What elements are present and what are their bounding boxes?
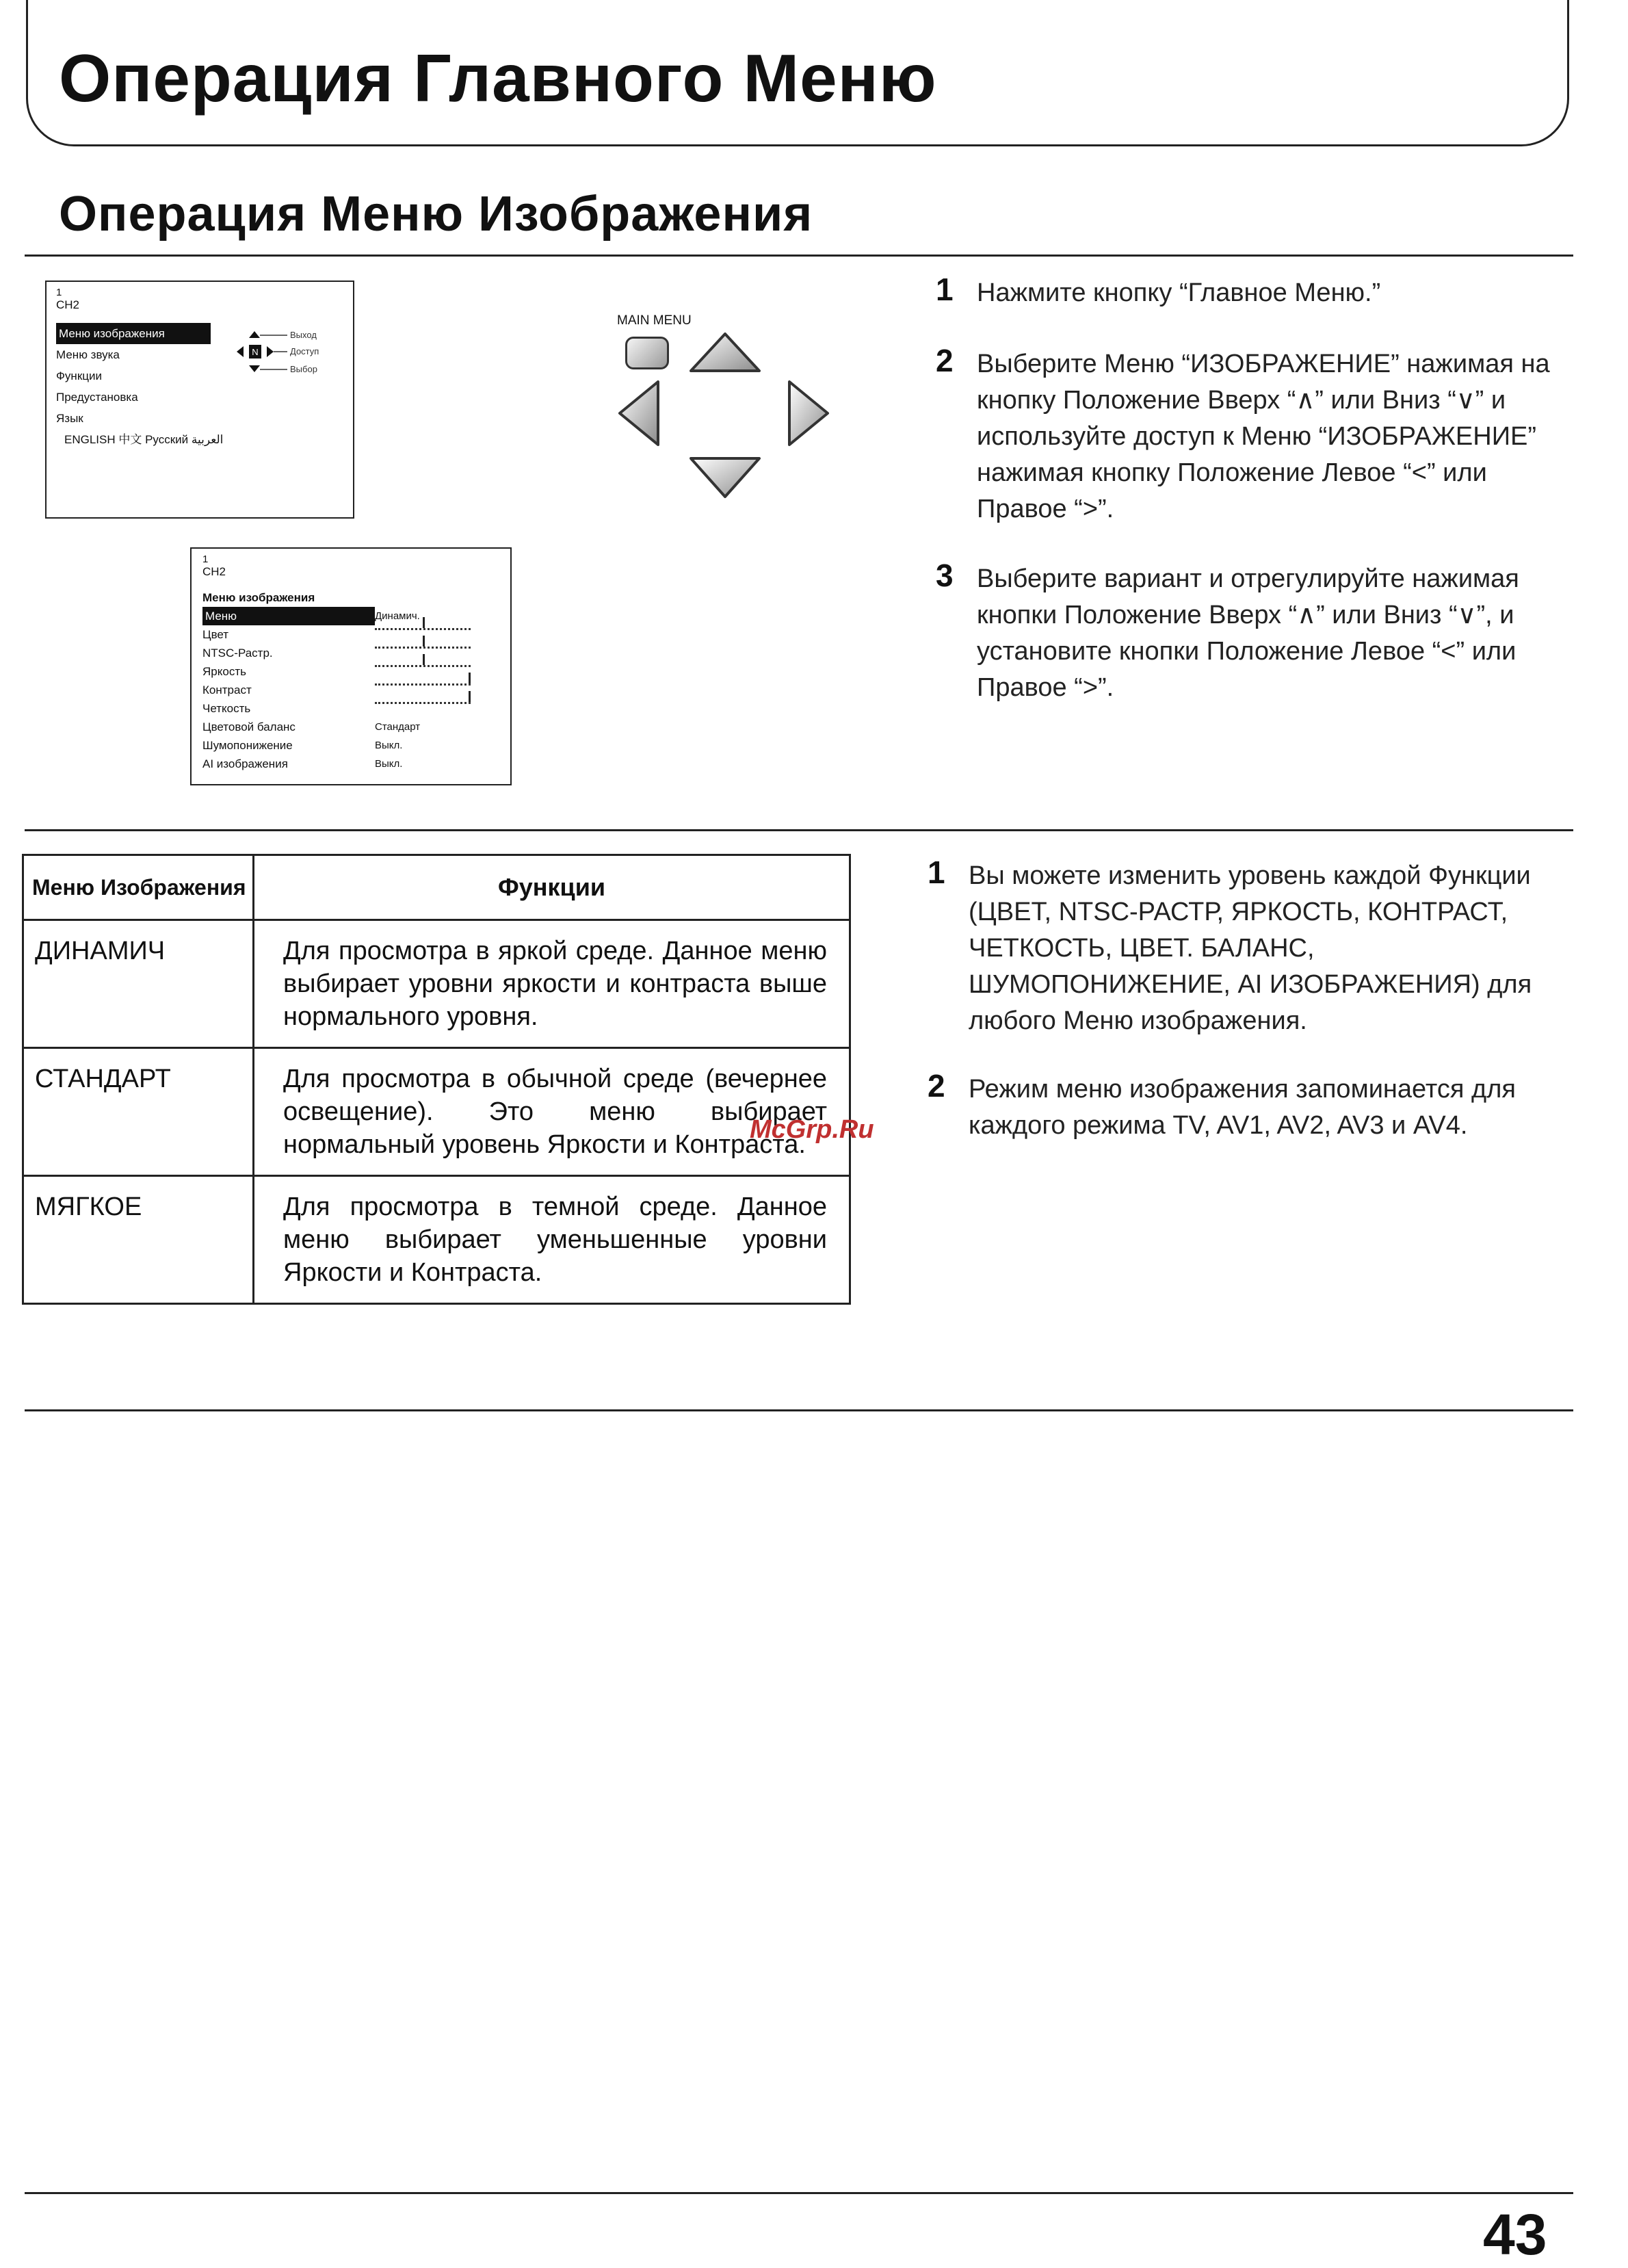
table-header-mode: Меню Изображения	[23, 855, 254, 920]
osd2-row-label: Контраст	[202, 683, 252, 696]
table-row	[23, 1048, 850, 1176]
note-text: Режим меню изображения запоминается для каждого режима TV, AV1, AV2, AV3 и AV4.	[969, 1075, 1516, 1140]
table-row	[23, 920, 850, 1048]
osd-nav-label-access: Доступ	[290, 346, 319, 356]
osd2-row-label: AI изображения	[202, 757, 288, 770]
osd-nav-label-exit: Выход	[290, 330, 317, 340]
osd-menu-item-sound: Меню звука	[56, 348, 120, 361]
osd-language-options: ENGLISH 中文 Русский العربية	[64, 433, 224, 446]
osd2-row-label: Цвет	[202, 628, 229, 641]
osd-nav-pad-icon	[231, 327, 347, 402]
down-arrow-button[interactable]	[691, 458, 759, 497]
step-number: 1	[936, 272, 954, 307]
table-row	[23, 1176, 850, 1304]
right-arrow-button[interactable]	[789, 382, 828, 445]
osd2-row-value: Стандарт	[375, 721, 421, 733]
osd-picture-menu	[190, 547, 512, 785]
osd-nav-label-select: Выбор	[290, 364, 317, 374]
osd2-heading: Меню изображения	[202, 591, 315, 604]
table-cell-desc: Для просмотра в темной среде. Данное меню выбирает уменьшенные уровни Яркости и Контраста.	[254, 1176, 850, 1304]
table-cell-mode: СТАНДАРТ	[23, 1048, 254, 1176]
osd-menu-item-preset: Предустановка	[56, 391, 138, 404]
remote-direction-pad	[616, 322, 848, 506]
osd2-row-value: Выкл.	[375, 740, 403, 751]
section-rule-top	[25, 255, 1573, 257]
step-text: Выберите вариант и отрегулируйте нажимая кнопки Положение Вверх “∧” или Вниз “∨”, и установите кнопки Положение Левое “<” или Правое “>”.	[977, 564, 1519, 702]
footer-rule	[25, 2192, 1573, 2194]
page-number: 43	[1483, 2202, 1547, 2267]
page-title: Операция Главного Меню	[59, 40, 937, 116]
osd-main-menu	[45, 281, 354, 519]
step-number: 3	[936, 558, 954, 593]
osd2-row-label: Цветовой баланс	[202, 720, 296, 733]
watermark: McGrp.Ru	[750, 1115, 874, 1144]
table-cell-desc: Для просмотра в обычной среде (вечернее освещение). Это меню выбирает нормальный уровень Яркости и Контраста.	[254, 1048, 850, 1176]
osd2-row-label: NTSC-Растр.	[202, 647, 273, 660]
main-menu-label: MAIN MENU	[617, 313, 692, 328]
table-cell-mode: МЯГКОЕ	[23, 1176, 254, 1304]
osd2-slider	[375, 658, 471, 667]
osd-menu-item-language: Язык	[56, 412, 83, 425]
section-rule-bottom	[25, 1409, 1573, 1411]
step-text: Выберите Меню “ИЗОБРАЖЕНИЕ” нажимая на кнопку Положение Вверх “∧” или Вниз “∨” и используйте доступ к Меню “ИЗОБРАЖЕНИЕ” нажимая кнопку Положение Левое “<” или Правое “>”.	[977, 350, 1550, 523]
osd2-row-label: Яркость	[202, 665, 246, 678]
up-arrow-button[interactable]	[691, 334, 759, 371]
section-rule-middle	[25, 829, 1573, 831]
picture-menu-table	[22, 854, 851, 1305]
osd-channel: CH2	[56, 298, 80, 311]
section-title: Операция Меню Изображения	[59, 187, 813, 242]
note-number: 2	[928, 1068, 945, 1104]
osd2-slider	[375, 621, 471, 630]
note-number: 1	[928, 855, 945, 890]
osd2-row-label: Четкость	[202, 702, 251, 715]
left-arrow-button[interactable]	[620, 382, 658, 445]
osd2-row-value: Выкл.	[375, 758, 403, 770]
table-cell-mode: ДИНАМИЧ	[23, 920, 254, 1048]
osd-channel-number: 1	[56, 287, 62, 298]
table-cell-desc: Для просмотра в яркой среде. Данное меню выбирает уровни яркости и контраста выше нормального уровня.	[254, 920, 850, 1048]
osd-menu-item-functions: Функции	[56, 369, 102, 382]
osd2-slider	[375, 677, 471, 686]
osd-nav-center-label: N	[252, 347, 259, 357]
table-header-functions: Функции	[254, 855, 850, 920]
osd2-row-value: Динамич.	[375, 610, 420, 622]
osd-menu-item-picture: Меню изображения	[56, 323, 211, 344]
osd2-row-label: Меню	[202, 607, 375, 625]
osd2-channel: CH2	[202, 565, 226, 578]
note-text: Вы можете изменить уровень каждой Функции (ЦВЕТ, NTSC-РАСТР, ЯРКОСТЬ, КОНТРАСТ, ЧЕТКОСТЬ, ЦВЕТ. БАЛАНС, ШУМОПОНИЖЕНИЕ, AI ИЗОБРАЖЕНИЯ) для любого Меню изображения.	[969, 861, 1532, 1035]
osd2-row-label: Шумопонижение	[202, 739, 293, 752]
osd2-slider	[375, 640, 471, 649]
step-number: 2	[936, 343, 954, 378]
osd2-slider	[375, 695, 471, 704]
step-text: Нажмите кнопку “Главное Меню.”	[977, 278, 1381, 307]
osd2-channel-number: 1	[202, 553, 209, 565]
